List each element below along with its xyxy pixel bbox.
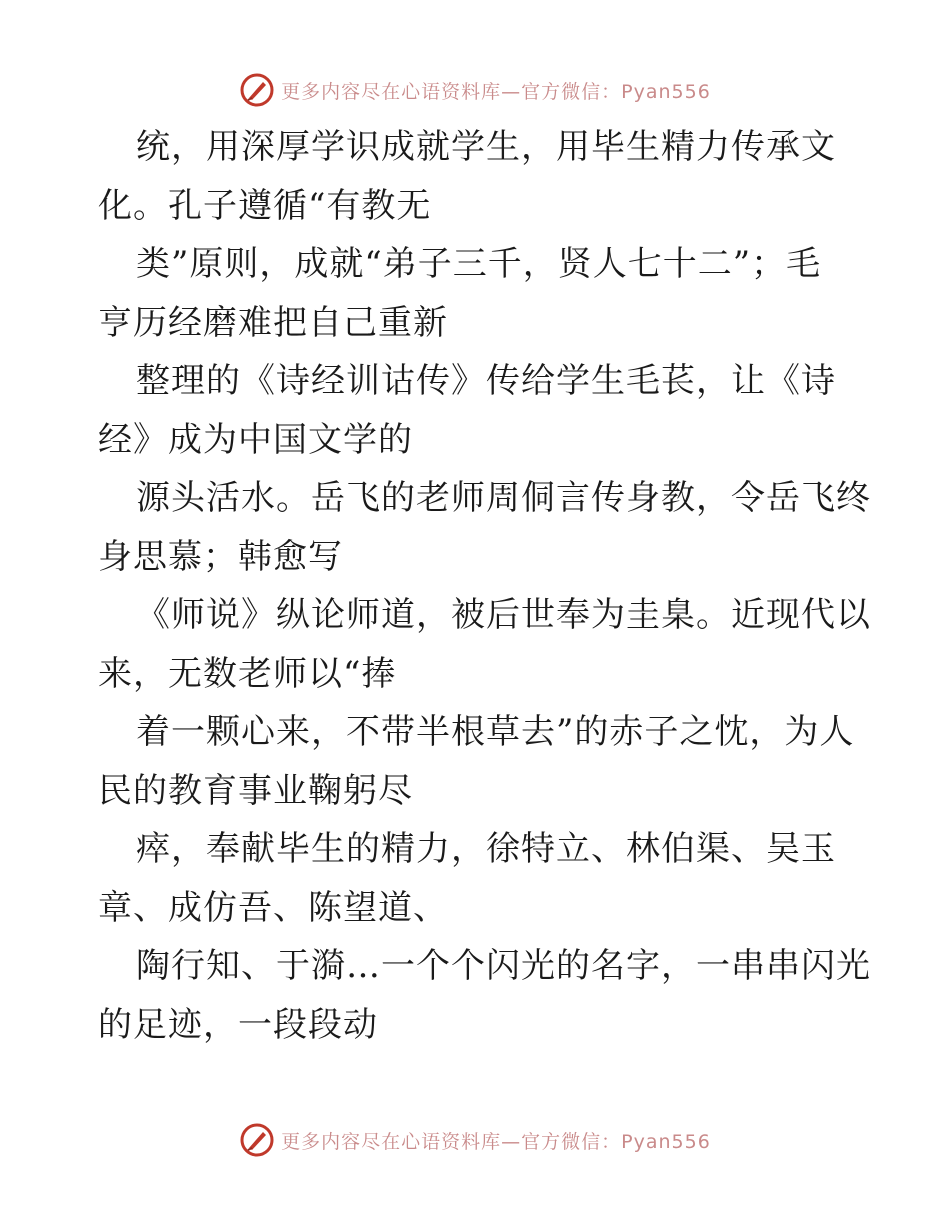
text-line: 瘁，奉献毕生的精力，徐特立、林伯渠、吴玉 — [136, 829, 836, 869]
footer-text: 更多内容尽在心语资料库—官方微信：Pyan556 — [281, 1130, 711, 1153]
text-line: 类”原则，成就“弟子三千，贤人七十二”；毛 — [136, 244, 822, 284]
header-banner — [0, 70, 950, 110]
footer-banner — [0, 1120, 950, 1160]
text-line: 身思慕；韩愈写 — [98, 536, 343, 577]
text-line: 化。孔子遵循“有教无 — [98, 185, 432, 226]
text-line: 统，用深厚学识成就学生，用毕生精力传承文 — [136, 127, 836, 167]
text-line: 的足迹，一段段动 — [98, 1004, 378, 1045]
quill-logo-icon — [239, 72, 275, 108]
text-line: 源头活水。岳飞的老师周侗言传身教，令岳飞终 — [136, 478, 871, 518]
text-line: 着一颗心来，不带半根草去”的赤子之忱，为人 — [136, 712, 855, 752]
text-line: 民的教育事业鞠躬尽 — [98, 770, 413, 811]
quill-logo-icon — [239, 1122, 275, 1158]
text-line: 章、成仿吾、陈望道、 — [98, 887, 448, 928]
text-line: 经》成为中国文学的 — [98, 419, 413, 460]
text-line: 整理的《诗经训诂传》传给学生毛苌，让《诗 — [136, 361, 836, 401]
header-text: 更多内容尽在心语资料库—官方微信：Pyan556 — [281, 80, 711, 103]
text-line: 《师说》纵论师道，被后世奉为圭臬。近现代以 — [136, 595, 871, 635]
text-line: 亨历经磨难把自己重新 — [98, 302, 448, 343]
text-line: 陶行知、于漪…一个个闪光的名字，一串串闪光 — [136, 946, 871, 986]
body-text — [98, 118, 871, 1054]
text-line: 来，无数老师以“捧 — [98, 653, 397, 694]
